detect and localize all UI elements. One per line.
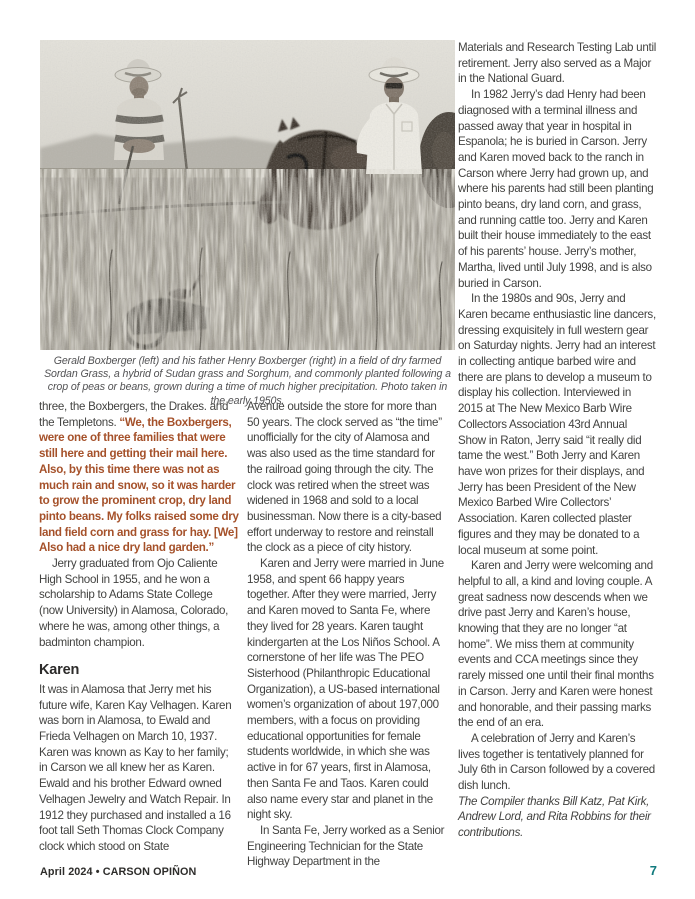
paragraph: In 1982 Jerry’s dad Henry had been diagnosed with a terminal illness and passed away that year in hospital in Espanola; he is buried in Carson. Jerry and Karen moved back to the ranch in Carson where Jerry had grown up, and where his parents had still been planting pinto beans, dry land corn, and grass, and running cattle too. Jerry and Karen built their house immediately to the east of his parents’ house. Jerry’s mother, Martha, lived until July 1998, and is also buried in Carson.: [458, 88, 654, 290]
photo-figure: [40, 40, 455, 408]
photo-grain-overlay: [40, 40, 455, 350]
photo-caption: Gerald Boxberger (left) and his father Henry Boxberger (right) in a field of dry farmed Sordan Grass, a hybrid of Sudan grass and Sorghum, and commonly planted following a crop of peas or beans, grown during a time of much higher precipitation. Photo taken in the early 1950s.: [44, 355, 451, 407]
page-number: 7: [649, 863, 657, 878]
field-photo: [40, 40, 455, 350]
paragraph: Karen and Jerry were welcoming and helpful to all, a kind and loving couple. A great sadness now descends when we drive past Jerry and Karen’s house, knowing that they are no longer “at home”. We miss them at community events and CCA meetings since they rarely missed one until their final months in Carson. Jerry and Karen were honest and honorable, and their passing marks the end of an era.: [458, 559, 654, 730]
field-photo-illustration: [40, 40, 455, 350]
paragraph: A celebration of Jerry and Karen’s lives together is tentatively planned for July 6th in Carson followed by a covered dish lunch.: [458, 731, 655, 793]
paragraph-lead-text: three, the Boxbergers, the Drakes. and the Templetons.: [39, 400, 229, 429]
pull-quote-text: “We, the Boxbergers, were one of three families that were still here and getting their mail here. Also, by this time there was not as much rain and snow, so it was harder to grow the prominent crop, dry land pinto beans. My folks raised some dry land field corn and grass for hay. [We] Also had a nice dry land garden.”: [39, 415, 239, 555]
paragraph: In the 1980s and 90s, Jerry and Karen became enthusiastic line dancers, dressing exquisitely in full western gear on Saturday nights. Jerry had an interest in collecting antique barbed wire and there are plans to develop a museum to display his collection. Interviewed in 2015 at The New Mexico Barb Wire Collectors Association 43rd Annual Show in Raton, Jerry said “it really did tame the west.” Both Jerry and Karen have won prizes for their displays, and Jerry has been President of the New Mexico Barbed Wire Collectors’ Association. Karen collected plaster figures and they may be donated to a local museum at some point.: [458, 292, 656, 557]
paragraph: [39, 399, 239, 556]
column-1: [39, 399, 239, 855]
paragraph: In Santa Fe, Jerry worked as a Senior Engineering Technician for the State Highway Department in the: [247, 823, 445, 869]
paragraph: Jerry graduated from Ojo Caliente High School in 1955, and he won a scholarship to Adams State College (now University) in Alamosa, Colorado, where he was, among other things, a badminton champion.: [39, 557, 229, 649]
section-heading-karen: Karen: [39, 662, 80, 679]
paragraph: Karen and Jerry were married in June 1958, and spent 66 happy years together. After they were married, Jerry and Karen moved to Santa Fe, where they lived for 28 years. Karen taught kindergarten at the Los Niños School. A cornerstone of her life was The PEO Sisterhood (Philanthropic Educational Organization), a US-based international women’s organization of about 197,000 members, with a focus on providing educational opportunities for female students worldwide, in which she was active in for 67 years, first in Alamosa, then Santa Fe and Taos. Karen could also name every star and planet in the night sky.: [247, 557, 444, 822]
column-2: [247, 399, 447, 870]
paragraph: It was in Alamosa that Jerry met his future wife, Karen Kay Velhagen. Karen was born in Alamosa, to Ewald and Frieda Velhagen on March 10, 1937. Karen was known as Kay to her family; in Carson we all knew her as Karen. Ewald and his brother Edward owned Velhagen Jewelry and Watch Repair. In 1912 they purchased and installed a 16 foot tall Seth Thomas Clock Company clock which stood on State: [39, 682, 232, 853]
footer-issue-title: April 2024 • CARSON OPIÑON: [40, 866, 197, 878]
paragraph: Avenue outside the store for more than 50 years. The clock served as “the time” unofficially for the city of Alamosa and was also used as the time standard for the railroad going through the city. The clock was retired when the street was widened in 1968 and sold to a local businessman. Now there is a city-based effort underway to restore and reinstall the clock as a piece of city history.: [247, 400, 442, 555]
paragraph: Materials and Research Testing Lab until retirement. Jerry also served as a Major in the National Guard.: [458, 41, 657, 86]
compiler-credits: The Compiler thanks Bill Katz, Pat Kirk, Andrew Lord, and Rita Robbins for their contributions.: [458, 794, 651, 840]
page-footer: [40, 863, 657, 878]
column-3: [458, 40, 657, 841]
